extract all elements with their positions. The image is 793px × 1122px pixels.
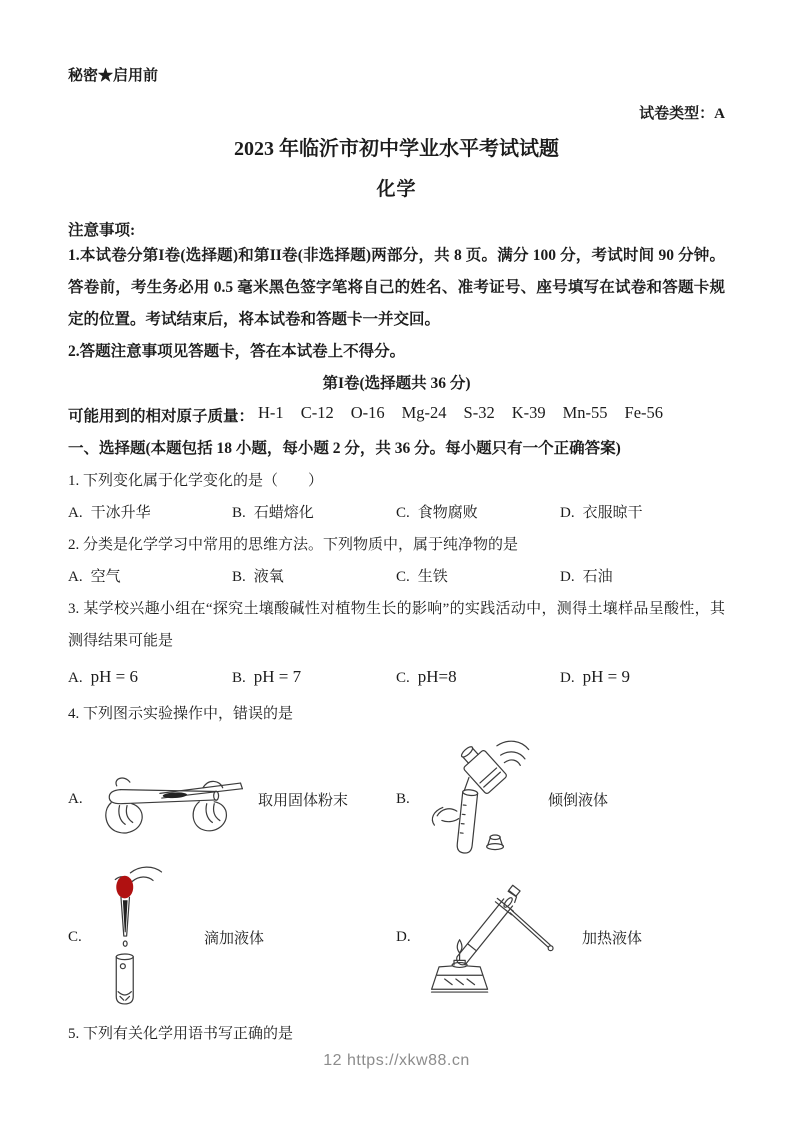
question-5-text: 5. 下列有关化学用语书写正确的是 [68, 1026, 294, 1042]
option-b: B. pH = 7 [232, 667, 302, 686]
option-a: A. pH = 6 [68, 667, 138, 686]
question-4-figures-row-2 [68, 862, 725, 1012]
drop-liquid-illustration [104, 865, 170, 1009]
option-c: C. pH=8 [396, 667, 457, 686]
figure-option-d: D. 加热液体 [396, 862, 724, 1012]
choice-section-heading: 一、选择题(本题包括 18 小题，每小题 2 分，共 36 分。每小题只有一个正确答案) [68, 440, 621, 457]
atomic-mass-label: 可能用到的相对原子质量： [68, 408, 255, 425]
question-2-options [68, 561, 725, 593]
atomic-mass-values: H-1 C-12 O-16 Mg-24 S-32 K-39 Mn-55 Fe-56 [258, 403, 664, 422]
option-d: D. 石油 [560, 569, 613, 585]
option-c: C. 食物腐败 [396, 505, 478, 521]
notice-item-2: 2.答题注意事项见答题卡，答在本试卷上不得分。 [68, 343, 406, 360]
figure-caption: 倾倒液体 [548, 792, 609, 809]
heat-liquid-illustration [426, 874, 566, 1000]
option-c: C. 生铁 [396, 569, 448, 585]
option-b: B. 石蜡熔化 [232, 505, 314, 521]
notices-heading: 注意事项: [68, 222, 136, 239]
question-4-text: 4. 下列图示实验操作中，错误的是 [68, 706, 294, 722]
option-a: A. 空气 [68, 569, 121, 585]
notice-item-1: 1.本试卷分第I卷(选择题)和第II卷(非选择题)两部分，共 8 页。满分 100 分，考试时间 90 分钟。答卷前，考生务必用 0.5 毫米黑色签字笔将自己的姓名、准考证号、座号填写在试卷和答题卡规定的位置。考试结束后，将本试卷和答题卡一并交回。 [68, 247, 725, 328]
atomic-mass-line [68, 400, 725, 433]
section1-heading: 第I卷(选择题共 36 分) [322, 375, 471, 392]
exam-subject: 化学 [376, 179, 417, 200]
question-4-figures-row-1 [68, 738, 725, 860]
question-1-options [68, 497, 725, 529]
page-footer-watermark: 12 https://xkw88.cn [323, 1052, 470, 1069]
option-d: D. pH = 9 [560, 667, 630, 686]
pour-liquid-illustration [426, 738, 538, 860]
figure-caption: 取用固体粉末 [258, 792, 349, 809]
secrecy-label: 秘密★启用前 [68, 68, 159, 84]
question-3-text: 3. 某学校兴趣小组在“探究土壤酸碱性对植物生长的影响”的实践活动中，测得土壤样品呈酸性，其测得结果可能是 [68, 601, 725, 649]
figure-caption: 加热液体 [582, 930, 643, 947]
figure-option-b: B. 倾倒液体 [396, 738, 724, 860]
paper-type-label: 试卷类型：A [639, 106, 725, 122]
figure-option-c: C. 滴加液体 [68, 862, 396, 1012]
figure-caption: 滴加液体 [204, 930, 265, 947]
question-1-text: 1. 下列变化属于化学变化的是（ ） [68, 473, 324, 489]
exam-title: 2023 年临沂市初中学业水平考试试题 [234, 138, 559, 160]
option-b: B. 液氧 [232, 569, 284, 585]
question-2-text: 2. 分类是化学学习中常用的思维方法。下列物质中，属于纯净物的是 [68, 537, 519, 553]
option-d: D. 衣服晾干 [560, 505, 643, 521]
option-a: A. 干冰升华 [68, 505, 151, 521]
take-solid-powder-illustration [98, 755, 248, 843]
question-3-options [68, 661, 725, 694]
figure-option-a: A. 取用固体粉末 [68, 738, 396, 860]
